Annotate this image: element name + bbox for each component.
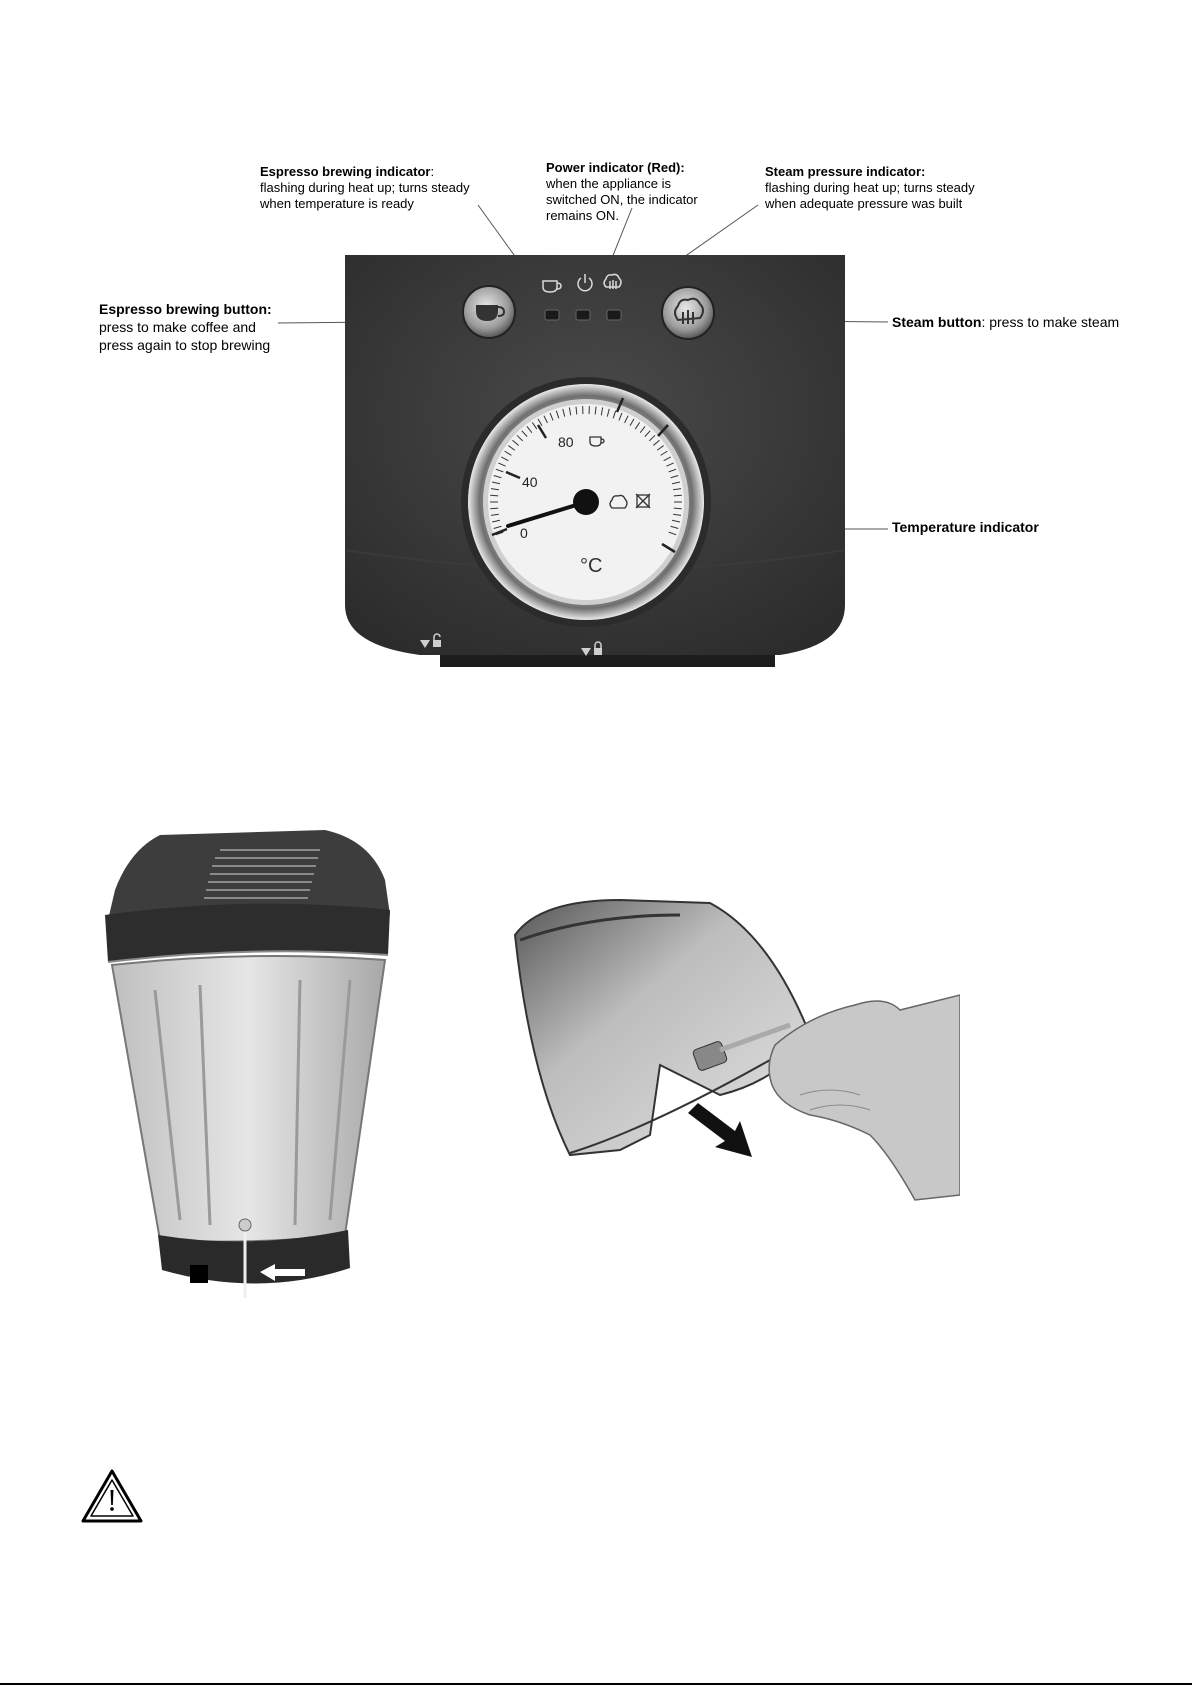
espresso-indicator-callout [260,164,470,212]
power-indicator-callout [546,160,698,224]
water-tank-photo [100,820,400,1320]
steam-pressure-indicator-line: when adequate pressure was built [765,196,963,211]
warning-triangle-icon [80,1468,144,1524]
power-indicator-title: Power indicator (Red): [546,160,685,175]
gauge-tick [674,508,682,509]
espresso-button-title: Espresso brewing button: [99,301,272,317]
steam-pressure-indicator-callout [765,164,975,212]
steam-button-title: Steam button [892,314,982,330]
temperature-indicator-title: Temperature indicator [892,519,1039,535]
gauge-unit: °C [580,555,603,577]
power-indicator-line: switched ON, the indicator [546,192,698,207]
gauge-tick [490,495,498,496]
control-panel-photo [340,250,860,670]
temperature-gauge [461,377,711,627]
gauge-tick [490,508,498,509]
gauge-tick [674,495,682,496]
filter-removal-photo [510,895,960,1215]
temperature-indicator-callout [892,518,1039,536]
gauge-label-0: 0 [520,525,528,541]
espresso-button-callout [99,300,272,354]
steam-button-photo [662,287,714,339]
steam-button-desc: : press to make steam [981,314,1120,330]
arrow-down-right-icon [688,1103,752,1157]
steam-pressure-indicator-title: Steam pressure indicator: [765,164,926,179]
power-indicator-line: when the appliance is [546,176,672,191]
espresso-indicator-title: Espresso brewing indicator [260,164,431,179]
espresso-indicator-colon: : [430,164,435,179]
steam-pressure-indicator-line: flashing during heat up; turns steady [765,180,975,195]
power-indicator-line: remains ON. [546,208,619,223]
steam-button-callout [892,313,1119,331]
espresso-indicator-line: flashing during heat up; turns steady [260,180,470,195]
espresso-button-line: press to make coffee and [99,319,256,335]
espresso-indicator-line: when temperature is ready [260,196,414,211]
gauge-label-80: 80 [558,434,574,450]
gauge-label-40: 40 [522,474,538,490]
espresso-button-photo [463,286,515,338]
espresso-button-line: press again to stop brewing [99,337,271,353]
